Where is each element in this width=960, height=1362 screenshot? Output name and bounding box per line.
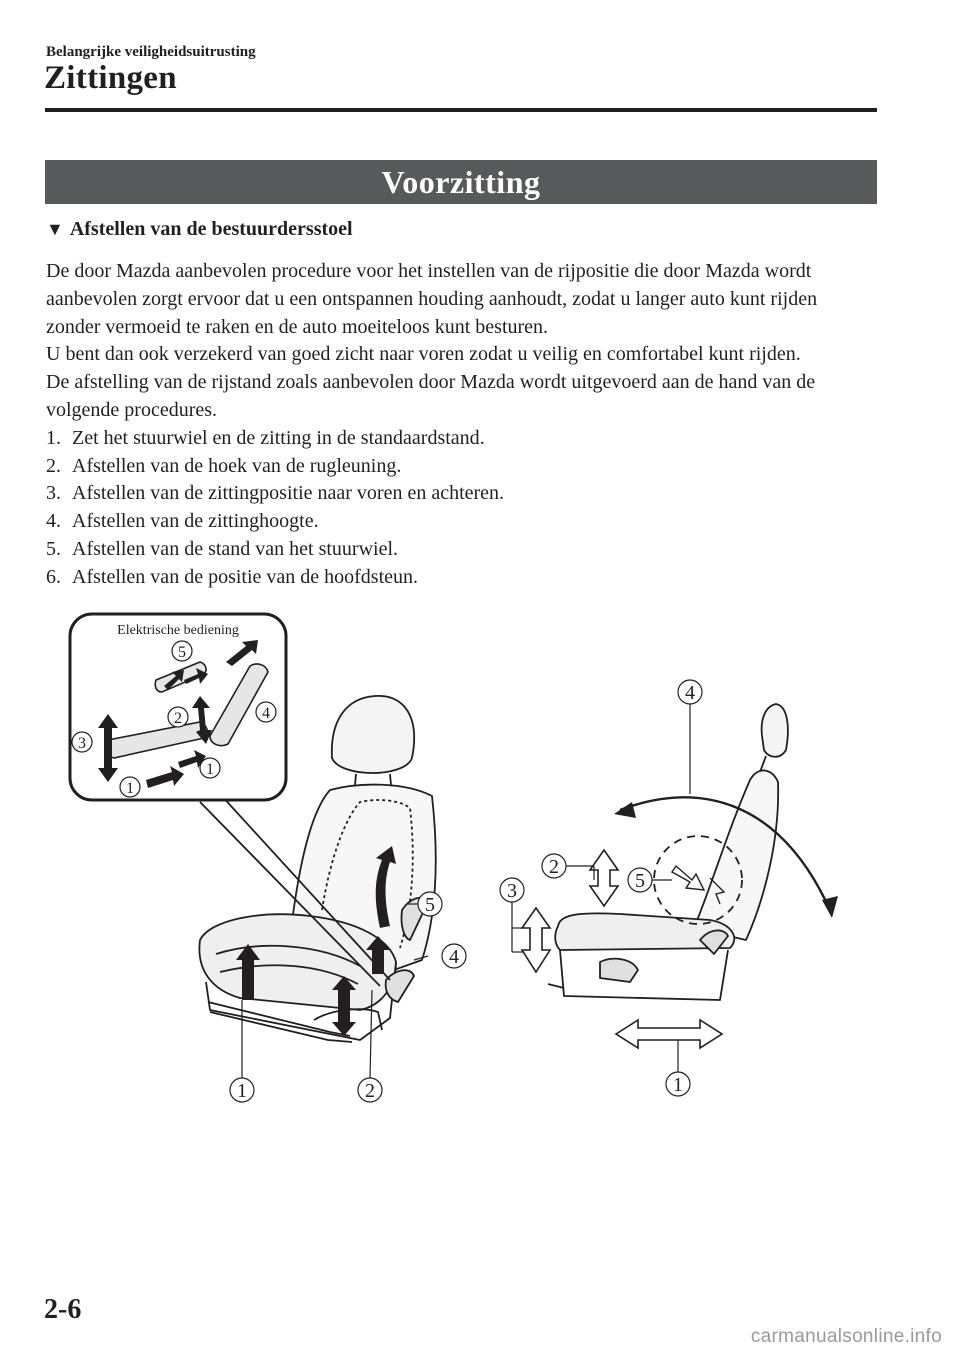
list-item: 1. Zet het stuurwiel en de zitting in de standaardstand. — [46, 426, 485, 449]
svg-text:3: 3 — [507, 880, 517, 902]
subsection-title: Afstellen van de bestuurdersstoel — [69, 218, 353, 240]
callout-3-side — [500, 878, 524, 902]
callout-2-seat — [358, 1078, 382, 1102]
svg-text:1: 1 — [673, 1074, 683, 1096]
paragraph-procedure: De afstelling van de rijstand zoals aanbevolen door Mazda wordt uitgevoerd aan de hand van de volgende procedures. — [46, 371, 816, 421]
callout-3-inset — [72, 732, 92, 752]
seat-illustration — [60, 610, 850, 1120]
page-number: 2-6 — [44, 1294, 82, 1325]
svg-text:1: 1 — [126, 780, 134, 797]
svg-text:4: 4 — [685, 682, 695, 704]
svg-text:2: 2 — [549, 856, 559, 878]
callout-4-inset — [256, 702, 276, 722]
body-text — [46, 258, 876, 592]
subsection-heading — [46, 218, 353, 241]
svg-text:2: 2 — [174, 710, 182, 727]
triangle-marker-icon: ▼ — [46, 219, 64, 239]
paragraph-intro: De door Mazda aanbevolen procedure voor het instellen van de rijpositie die door Mazda wordt aanbevolen zorgt ervoor dat u een ontspannen houding aanhoudt, zodat u langer auto kunt rijden zonder vermoeid te raken en de auto moeiteloos kunt besturen. — [46, 260, 818, 338]
section-header: Belangrijke veiligheidsuitrusting — [46, 44, 256, 60]
list-item: 4. Afstellen van de zittinghoogte. — [46, 510, 319, 533]
page-title: Zittingen — [44, 60, 177, 96]
svg-text:2: 2 — [365, 1080, 375, 1102]
callout-4-side — [678, 680, 702, 704]
callout-1-inset-right — [200, 758, 220, 778]
paragraph-visibility: U bent dan ook verzekerd van goed zicht naar voren zodat u veilig en comfortabel kunt rijden. — [46, 343, 801, 366]
callout-5-inset — [172, 641, 192, 661]
inset-label: Elektrische bediening — [117, 623, 239, 638]
svg-text:5: 5 — [635, 870, 645, 892]
procedure-steps — [46, 425, 876, 592]
callout-4-seat — [442, 944, 466, 968]
svg-text:4: 4 — [262, 705, 270, 722]
callout-1-inset-left — [120, 777, 140, 797]
svg-text:1: 1 — [237, 1080, 247, 1102]
callout-1-side — [666, 1072, 690, 1096]
side-view-seat-drawing — [548, 704, 830, 1000]
svg-text:4: 4 — [449, 946, 459, 968]
callout-1-seat — [230, 1078, 254, 1102]
callout-5-side — [628, 868, 652, 892]
seat-adjustment-figure — [60, 610, 850, 1120]
watermark-link[interactable]: carmanualsonline.info — [750, 1326, 942, 1347]
svg-text:5: 5 — [425, 894, 435, 916]
svg-text:1: 1 — [206, 761, 214, 778]
svg-text:3: 3 — [78, 735, 86, 752]
header-divider — [45, 108, 877, 112]
callout-2-inset — [168, 707, 188, 727]
list-item: 6. Afstellen van de positie van de hoofdsteun. — [46, 565, 419, 588]
section-banner: Voorzitting — [45, 160, 877, 204]
list-item: 5. Afstellen van de stand van het stuurwiel. — [46, 537, 399, 560]
callout-5-seat — [418, 892, 442, 916]
list-item: 3. Afstellen van de zittingpositie naar voren en achteren. — [46, 482, 505, 505]
svg-text:5: 5 — [178, 644, 186, 661]
callout-2-side — [542, 854, 566, 878]
list-item: 2. Afstellen van de hoek van de rugleuning. — [46, 454, 402, 477]
